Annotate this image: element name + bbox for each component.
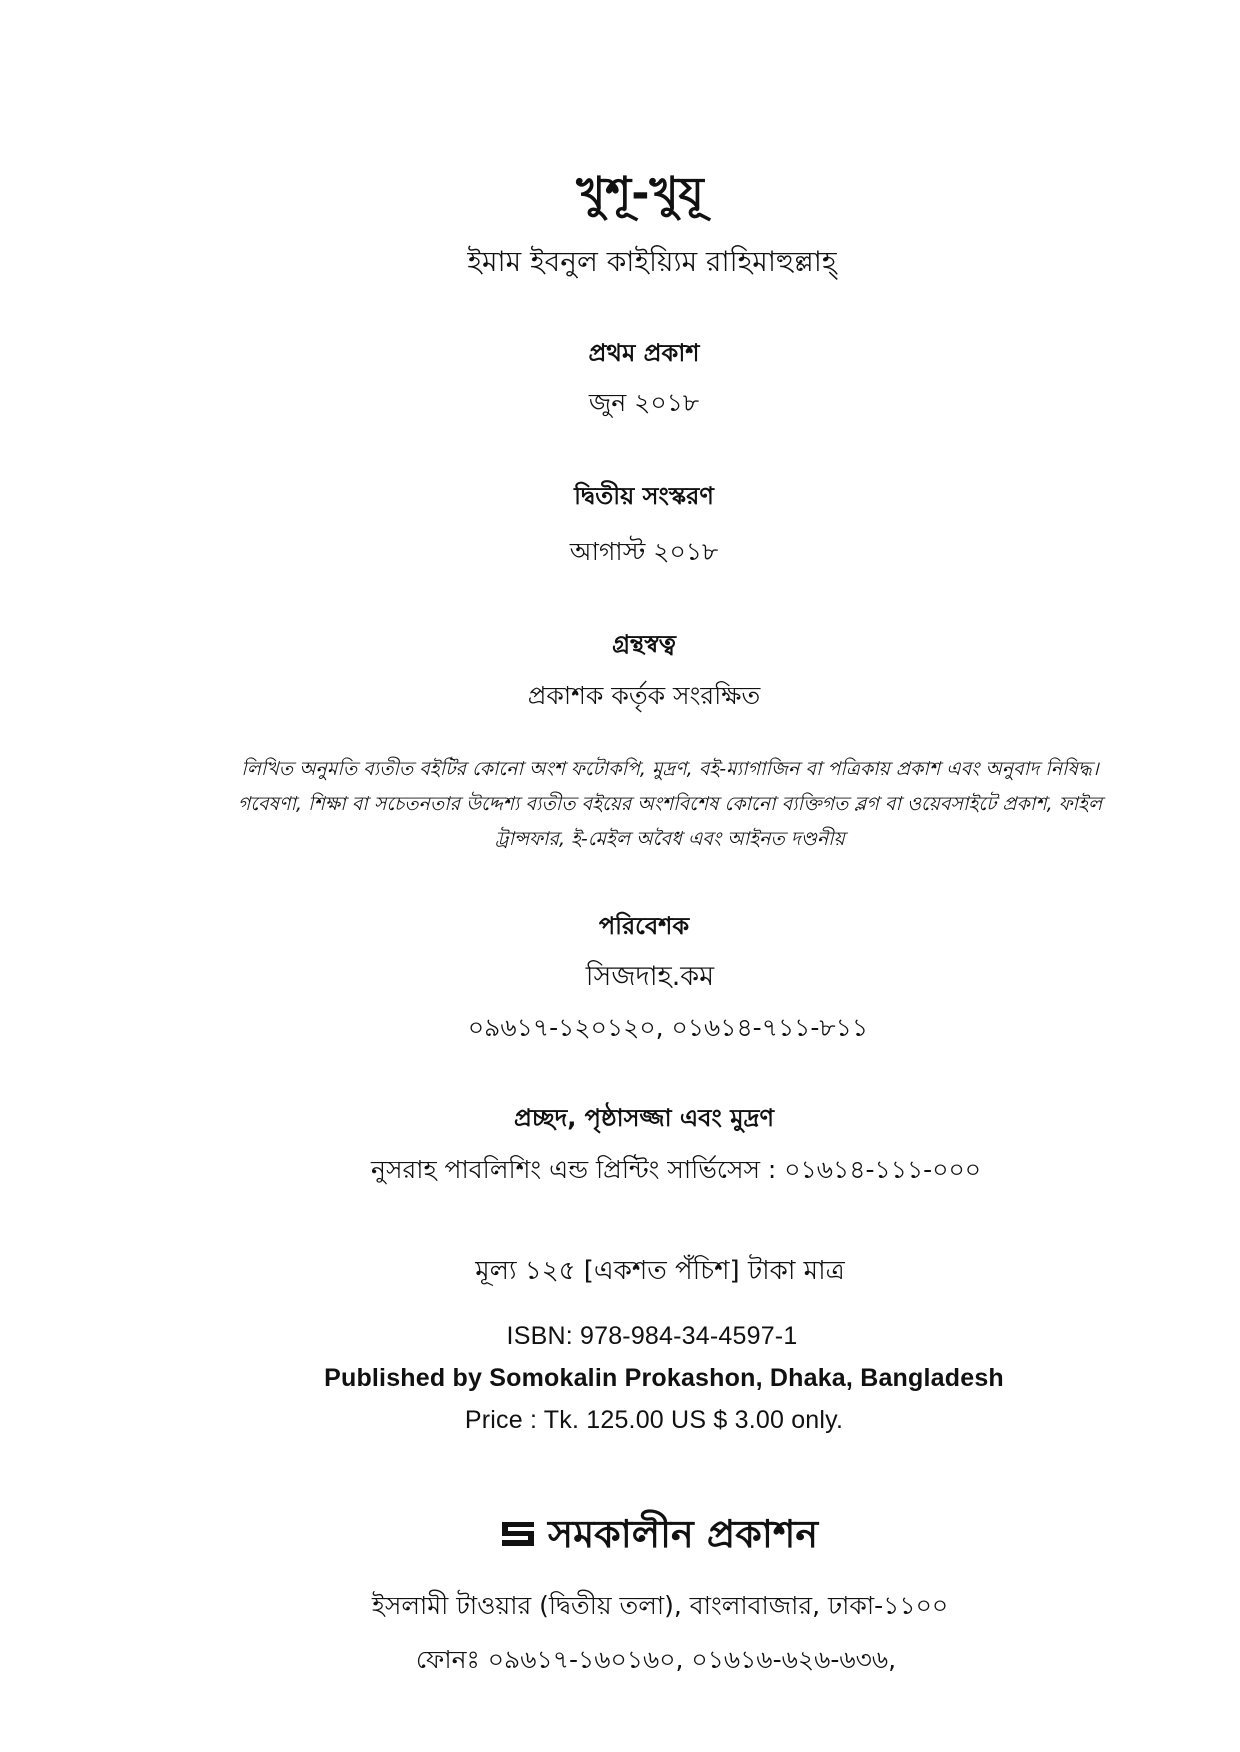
second-edition-date: আগাস্ট ২০১৮ [569, 537, 719, 566]
copyright-text: প্রকাশক কর্তৃক সংরক্ষিত [527, 681, 761, 710]
price-bangla: মূল্য ১২৫ [একশত পঁচিশ] টাকা মাত্র [475, 1256, 845, 1286]
publisher-phone: ফোনঃ ০৯৬১৭-১৬০১৬০, ০১৬১৬-৬২৬-৬৩৬, [415, 1645, 897, 1674]
copyright-notice: লিখিত অনুমতি ব্যতীত বইটির কোনো অংশ ফটোকপি, মুদ্রণ, বই-ম্যাগাজিন বা পত্রিকায় প্রকাশ এবং অনুবাদ নিষিদ্ধ। গবেষণা, শিক্ষা বা সচেতনতার উদ্দেশ্য ব্যতীত বইয়ের অংশবিশেষ কোনো ব্যক্তিগত ব্লগ বা ওয়েবসাইটে প্রকাশ, ফাইল ট্রান্সফার, ই-মেইল অবৈধ এবং আইনত দণ্ডনীয় [237, 758, 1103, 850]
second-edition-label: দ্বিতীয় সংস্করণ [574, 482, 714, 510]
price-english: Price : Tk. 125.00 US $ 3.00 only. [464, 1406, 844, 1434]
first-edition-date: জুন ২০১৮ [588, 388, 700, 417]
publisher-name: সমকালীন প্রকাশন [547, 1512, 819, 1556]
publisher-address: ইসলামী টাওয়ার (দ্বিতীয় তলা), বাংলাবাজার, ঢাকা-১১০০ [371, 1591, 949, 1620]
isbn: ISBN: 978-984-34-4597-1 [506, 1322, 798, 1350]
cover-printing-text: নুসরাহ পাবলিশিং এন্ড প্রিন্টিং সার্ভিসেস : ০১৬১৪-১১১-০০০ [371, 1155, 981, 1184]
distributor-label: পরিবেশক [598, 912, 690, 940]
distributor-phone: ০৯৬১৭-১২০১২০, ০১৬১৪-৭১১-৮১১ [467, 1013, 869, 1042]
copyright-label: গ্রন্থস্বত্ব [612, 630, 676, 658]
distributor-name: সিজদাহ.কম [585, 961, 715, 992]
published-by: Published by Somokalin Prokashon, Dhaka, Bangladesh [324, 1364, 1004, 1392]
cover-printing-label: প্রচ্ছদ, পৃষ্ঠাসজ্জা এবং মুদ্রণ [513, 1104, 775, 1132]
first-edition-label: প্রথম প্রকাশ [588, 339, 700, 367]
book-title: খুশূ-খুযূ [576, 168, 704, 219]
publisher-logo-icon [502, 1522, 534, 1546]
author-name: ইমাম ইবনুল কাইয়্যিম রাহিমাহুল্লাহ্‌ [467, 245, 837, 278]
publisher-heading [0, 1505, 1240, 1569]
